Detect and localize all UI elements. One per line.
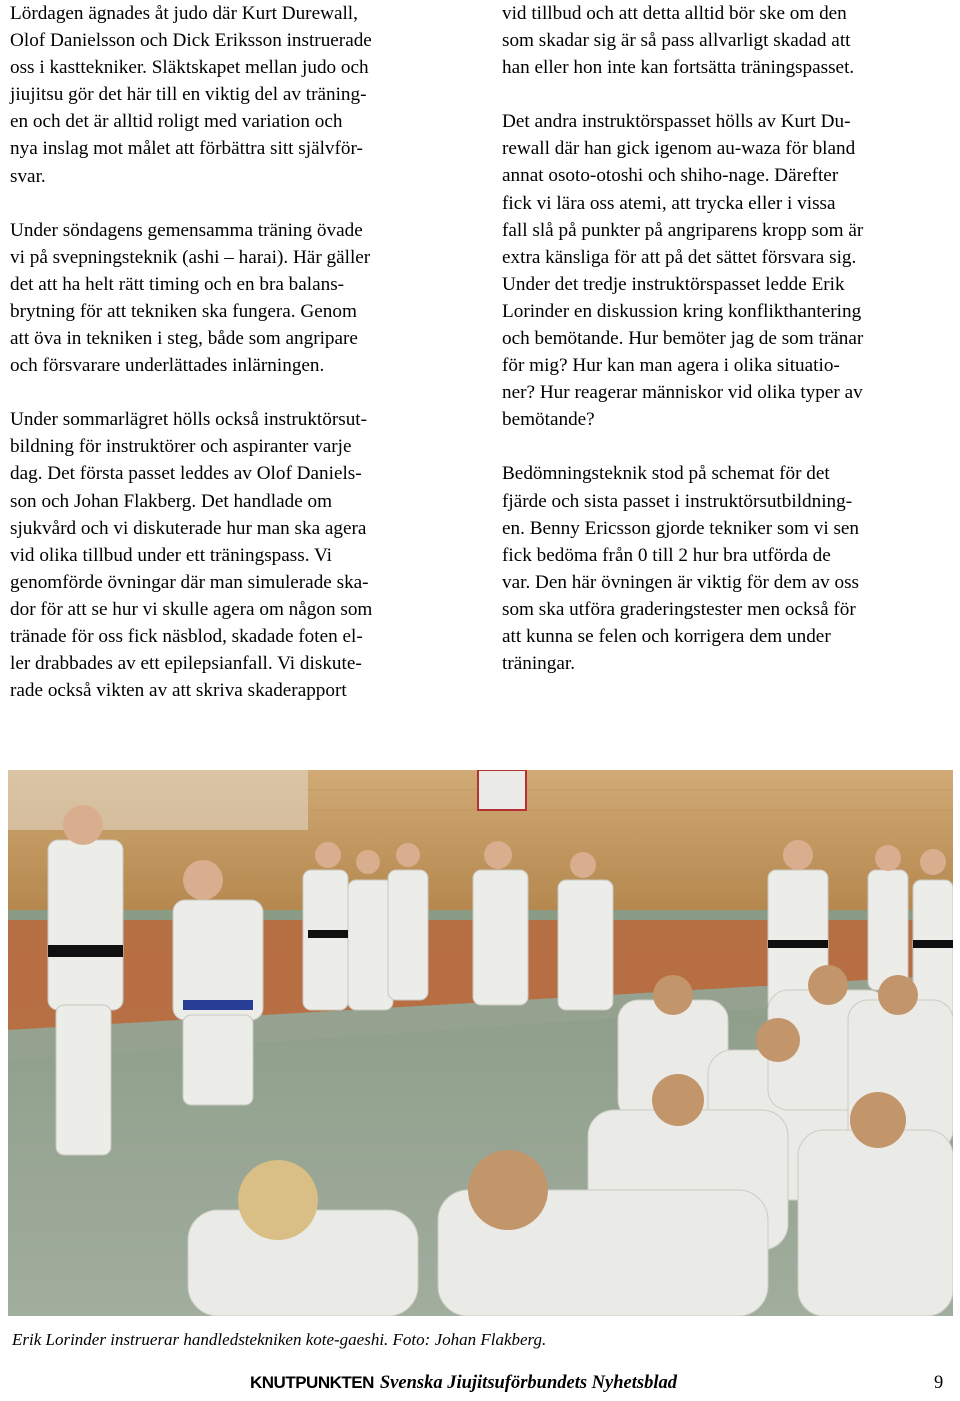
text-line: en. Benny Ericsson gjorde tekniker som vi sen bbox=[502, 517, 860, 539]
text-line: son och Johan Flakberg. Det handlade om bbox=[10, 490, 333, 512]
text-line: vid olika tillbud under ett träningspass. Vi bbox=[10, 544, 332, 566]
text-line: och bemötande. Hur bemöter jag de som tränar bbox=[502, 328, 864, 350]
text-line: tränade för oss fick näsblod, skadade foten el- bbox=[10, 625, 363, 647]
text-line: fick vi lära oss atemi, att trycka eller i vissa bbox=[502, 192, 836, 214]
text-line: annat osoto-otoshi och shiho-nage. Därefter bbox=[502, 165, 839, 187]
publication-name: Svenska Jiujitsuförbundets Nyhetsblad bbox=[379, 1373, 677, 1393]
text-line: Lorinder en diskussion kring konflikthantering bbox=[502, 300, 862, 322]
text-line: nya inslag mot målet att förbättra sitt självför- bbox=[10, 138, 363, 160]
text-line: dor för att se hur vi skulle agera om någon som bbox=[10, 598, 373, 620]
text-line: rade också vikten av att skriva skaderapport bbox=[10, 680, 347, 702]
text-line: för mig? Hur kan man agera i olika situatio- bbox=[502, 355, 840, 377]
text-line: rewall där han gick igenom au-waza för bland bbox=[502, 138, 856, 160]
text-line: Lördagen ägnades åt judo där Kurt Durewall, bbox=[10, 3, 358, 24]
text-line: det att ha helt rätt timing och en bra balans- bbox=[10, 273, 345, 295]
right-column-paragraph bbox=[502, 460, 954, 677]
text-line: och försvarare underlättades inlärningen. bbox=[10, 355, 325, 377]
text-line: träningar. bbox=[502, 653, 575, 675]
left-column bbox=[10, 0, 472, 704]
text-line: bildning för instruktörer och aspiranter varje bbox=[10, 436, 352, 458]
text-line: en och det är alltid roligt med variation och bbox=[10, 111, 343, 133]
text-line: han eller hon inte kan fortsätta träningspasset. bbox=[502, 57, 855, 79]
text-line: vid tillbud och att detta alltid bör ske om den bbox=[502, 3, 847, 24]
text-line: oss i kasttekniker. Släktskapet mellan judo och bbox=[10, 57, 369, 79]
text-line: extra känsliga för att på det sättet försvara sig. bbox=[502, 246, 857, 268]
left-column-paragraph bbox=[10, 217, 472, 380]
right-column-paragraph bbox=[502, 108, 954, 433]
training-photo bbox=[8, 770, 953, 1316]
text-line: som skadar sig är så pass allvarligt skadad att bbox=[502, 30, 851, 52]
brand-name: KNUTPUNKTEN bbox=[250, 1373, 374, 1392]
text-line: vi på svepningsteknik (ashi – harai). Här gäller bbox=[10, 246, 371, 268]
right-column-paragraph bbox=[502, 0, 954, 81]
text-line: fall slå på punkter på angriparens kropp som är bbox=[502, 219, 864, 241]
text-line: ner? Hur reagerar människor vid olika typer av bbox=[502, 382, 863, 404]
left-column-paragraph bbox=[10, 406, 472, 704]
text-line: genomförde övningar där man simulerade ska- bbox=[10, 571, 369, 593]
text-line: att kunna se felen och korrigera dem under bbox=[502, 625, 831, 647]
text-line: fick bedöma från 0 till 2 hur bra utförda de bbox=[502, 544, 831, 566]
text-line: Det andra instruktörspasset hölls av Kurt Du- bbox=[502, 111, 851, 133]
text-line: Under det tredje instruktörspasset ledde Erik bbox=[502, 273, 845, 295]
text-line: ler drabbades av ett epilepsianfall. Vi diskute- bbox=[10, 653, 362, 675]
right-column bbox=[502, 0, 954, 677]
text-line: att öva in tekniken i steg, både som angripare bbox=[10, 328, 358, 350]
text-line: svar. bbox=[10, 165, 46, 187]
text-line: var. Den här övningen är viktig för dem av oss bbox=[502, 571, 860, 593]
page-number: 9 bbox=[934, 1373, 944, 1393]
text-line: sjukvård och vi diskuterade hur man ska agera bbox=[10, 517, 367, 539]
text-line: Under söndagens gemensamma träning övade bbox=[10, 219, 363, 241]
left-column-paragraph bbox=[10, 0, 472, 190]
page-footer bbox=[250, 1373, 677, 1394]
text-line: dag. Det första passet leddes av Olof Daniels- bbox=[10, 463, 362, 485]
text-line: jiujitsu gör det här till en viktig del av träning- bbox=[10, 84, 367, 106]
text-line: Under sommarlägret hölls också instruktörsut- bbox=[10, 409, 368, 431]
photo-caption: Erik Lorinder instruerar handledstekniken kote-gaeshi. Foto: Johan Flakberg. bbox=[12, 1330, 547, 1349]
text-line: som ska utföra graderingstester men också för bbox=[502, 598, 856, 620]
text-line: Olof Danielsson och Dick Eriksson instruerade bbox=[10, 30, 372, 52]
text-line: Bedömningsteknik stod på schemat för det bbox=[502, 463, 830, 485]
text-line: fjärde och sista passet i instruktörsutbildning- bbox=[502, 490, 853, 512]
text-line: brytning för att tekniken ska fungera. Genom bbox=[10, 300, 357, 322]
text-line: bemötande? bbox=[502, 409, 595, 431]
